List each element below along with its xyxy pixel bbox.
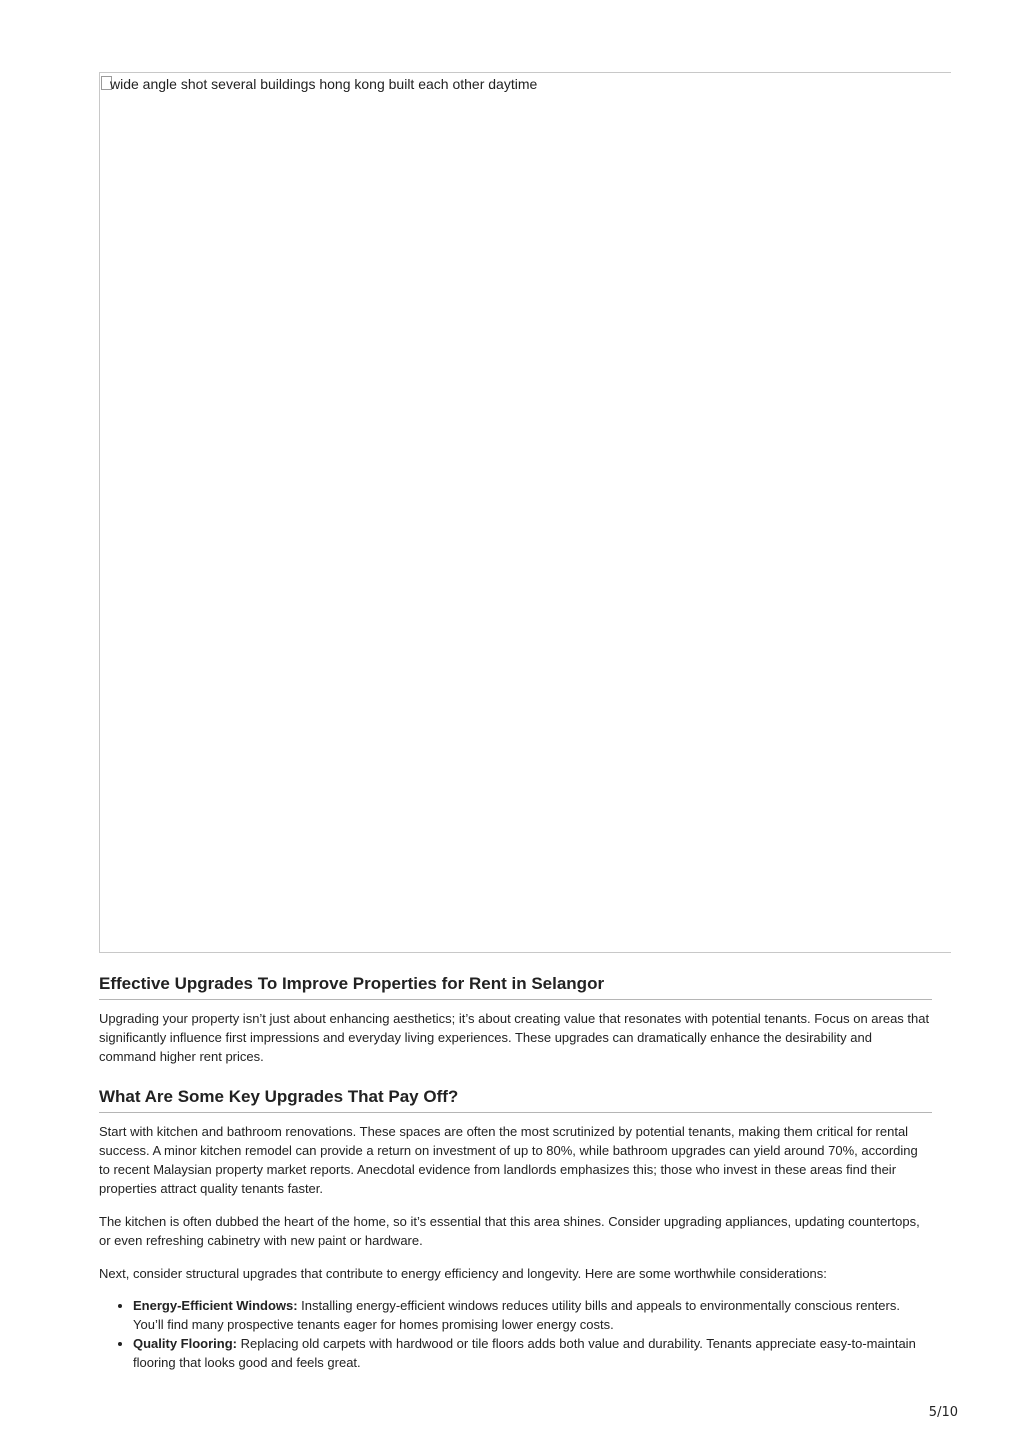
list-item [133, 1296, 932, 1334]
section-paragraph: Upgrading your property isn’t just about enhancing aesthetics; it’s about creating value that resonates with potential tenants. Focus on areas that significantly influence first impressions and everyday living experiences. These upgrades can dramatically enhance the desirability and command higher rent prices. [99, 1011, 930, 1064]
list-item-term: Quality Flooring: [133, 1336, 237, 1351]
section-heading-effective-upgrades: Effective Upgrades To Improve Properties for Rent in Selangor [99, 974, 932, 1000]
list-item [133, 1334, 932, 1372]
list-item-text: Installing energy-efficient windows reduces utility bills and appeals to environmentally conscious renters. You’ll find many prospective tenants eager for homes promising lower energy costs. [133, 1298, 900, 1332]
section-paragraph: Start with kitchen and bathroom renovations. These spaces are often the most scrutinized by potential tenants, making them critical for rental success. A minor kitchen remodel can provide a return on investment of up to 80%, while bathroom upgrades can yield around 70%, according to recent Malaysian property market reports. Anecdotal evidence from landlords emphasizes this; those who invest in these areas find their properties attract quality tenants faster. [99, 1124, 918, 1196]
page-number: 5/10 [928, 1405, 958, 1420]
article-content [99, 974, 932, 1372]
upgrade-list [99, 1296, 932, 1372]
list-item-term: Energy-Efficient Windows: [133, 1298, 298, 1313]
list-item-text: Replacing old carpets with hardwood or tile floors adds both value and durability. Tenants appreciate easy-to-maintain flooring that looks good and feels great. [133, 1336, 916, 1370]
section-paragraph: Next, consider structural upgrades that contribute to energy efficiency and longevity. Here are some worthwhile considerations: [99, 1266, 827, 1281]
image-alt-text: wide angle shot several buildings hong kong built each other daytime [110, 76, 538, 92]
section-paragraph: The kitchen is often dubbed the heart of the home, so it’s essential that this area shines. Consider upgrading appliances, updating countertops, or even refreshing cabinetry with new paint or hardware. [99, 1214, 920, 1248]
article-image-placeholder [99, 72, 951, 953]
section-heading-key-upgrades: What Are Some Key Upgrades That Pay Off? [99, 1087, 932, 1113]
